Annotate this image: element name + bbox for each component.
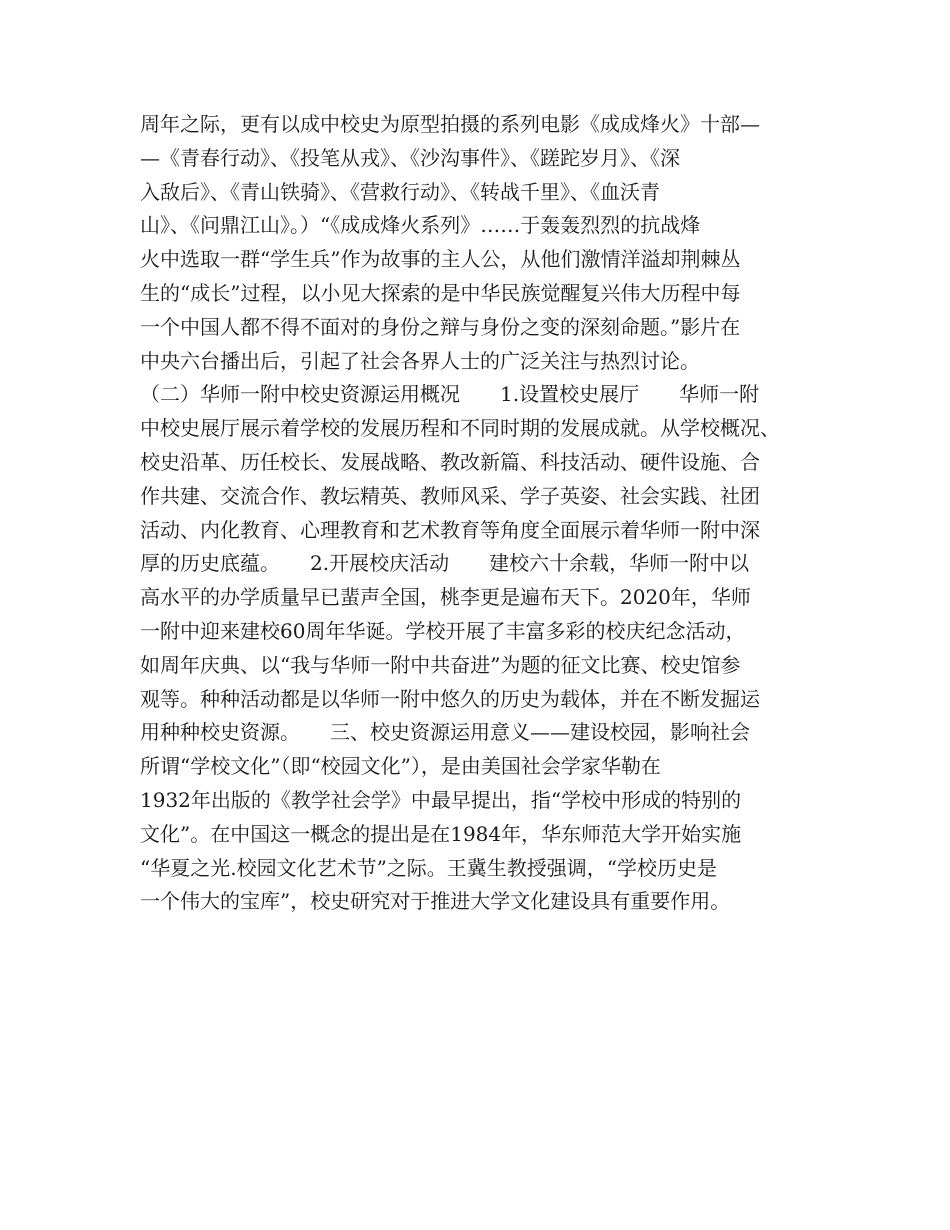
text-line: 一附中迎来建校60周年华诞。学校开展了丰富多彩的校庆纪念活动，: [140, 618, 746, 643]
text-line: 所谓“学校文化”（即“校园文化”），是由美国社会学家华勒在: [140, 754, 661, 779]
text-line: 入敌后》、《青山铁骑》、《营救行动》、《转战千里》、《血沃青: [140, 179, 660, 204]
text-line: “华夏之光.校园文化艺术节”之际。王冀生教授强调，“学校历史是: [140, 855, 718, 880]
text-line: （二）华师一附中校史资源运用概况 1.设置校史展厅 华师一附: [140, 382, 760, 407]
text-line: 周年之际，更有以成中校史为原型拍摄的系列电影《成成烽火》十部—: [140, 112, 760, 136]
text-line: 高水平的办学质量早已蜚声全国，桃李更是遍布天下。2020年，华师: [140, 585, 751, 610]
text-line: 厚的历史底蕴。 2.开展校庆活动 建校六十余载，华师一附中以: [140, 551, 750, 576]
text-line: 中央六台播出后，引起了社会各界人士的广泛关注与热烈讨论。: [140, 348, 700, 373]
text-line: 用种种校史资源。 三、校史资源运用意义——建设校园，影响社会: [140, 720, 750, 745]
text-line: 活动、内化教育、心理教育和艺术教育等角度全面展示着华师一附中深: [140, 517, 760, 542]
text-line: 火中选取一群“学生兵”作为故事的主人公，从他们激情洋溢却荆棘丛: [140, 247, 741, 272]
text-line: —《青春行动》、《投笔从戎》、《沙沟事件》、《蹉跎岁月》、《深: [140, 145, 680, 170]
text-line: 作共建、交流合作、教坛精英、教师风采、学子英姿、社会实践、社团: [140, 483, 760, 508]
text-line: 1932年出版的《教学社会学》中最早提出，指“学校中形成的特别的: [140, 787, 742, 812]
text-line: 如周年庆典、以“我与华师一附中共奋进”为题的征文比赛、校史馆参: [140, 652, 741, 677]
body-text: [140, 108, 830, 919]
text-line: 一个中国人都不得不面对的身份之辩与身份之变的深刻命题。”影片在: [140, 314, 741, 339]
text-line: 文化”。在中国这一概念的提出是在1984年，华东师范大学开始实施: [140, 821, 742, 846]
text-line: 一个伟大的宝库”，校史研究对于推进大学文化建设具有重要作用。: [140, 889, 731, 914]
text-line: 中校史展厅展示着学校的发展历程和不同时期的发展成就。从学校概况、: [140, 416, 780, 441]
text-line: 生的“成长”过程，以小见大探索的是中华民族觉醒复兴伟大历程中每: [140, 280, 741, 305]
text-line: 观等。种种活动都是以华师一附中悠久的历史为载体，并在不断发掘运: [140, 686, 760, 711]
text-line: 山》、《问鼎江山》。）“《成成烽火系列》……于轰轰烈烈的抗战烽: [140, 213, 701, 238]
text-line: 校史沿革、历任校长、发展战略、教改新篇、科技活动、硬件设施、合: [140, 449, 760, 474]
